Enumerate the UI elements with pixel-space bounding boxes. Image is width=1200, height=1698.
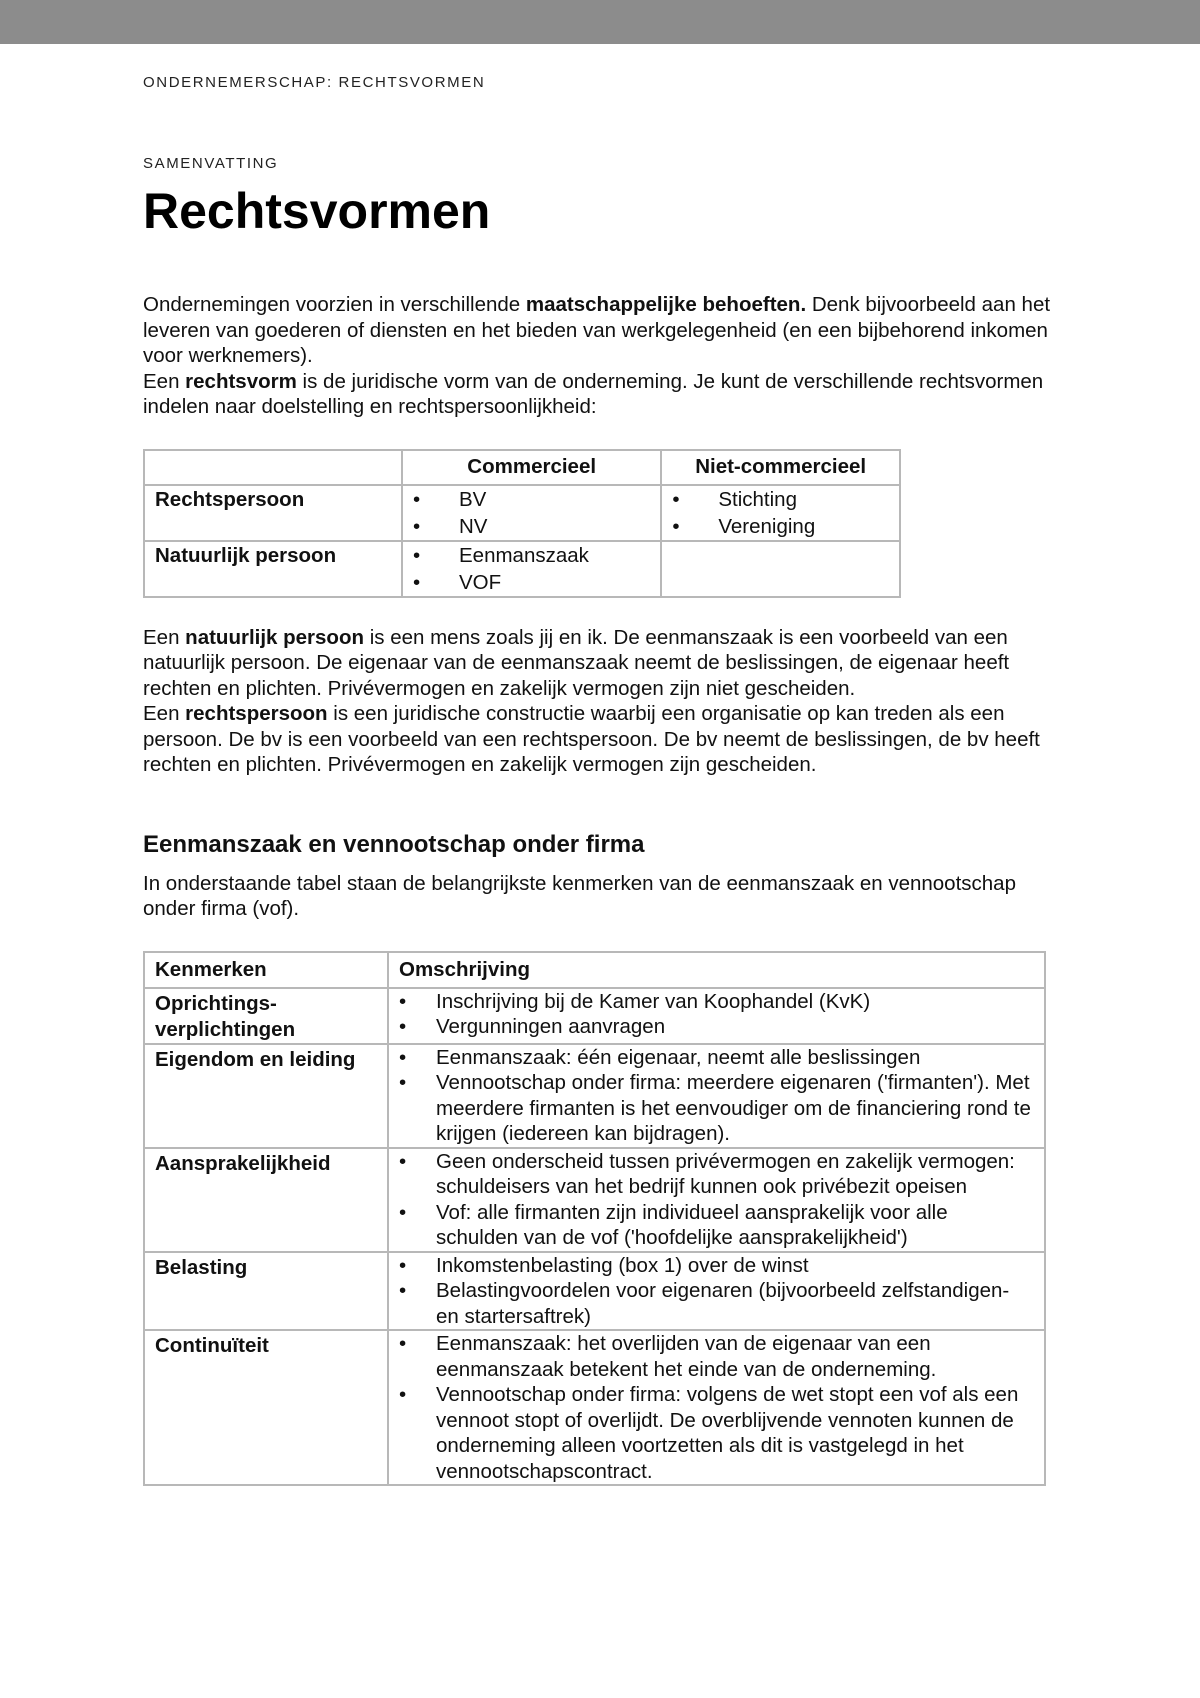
list-item: • Geen onderscheid tussen privévermogen en zakelijk vermogen: schuldeisers van het bedrijf kunnen ook privébezit opeisen [399, 1149, 1034, 1200]
list-item: • Eenmanszaak [413, 542, 660, 569]
table-row [144, 988, 1045, 1044]
commercial-cell [402, 485, 661, 541]
list-item: • Vof: alle firmanten zijn individueel aansprakelijk voor alle schulden van de vof ('hoofdelijke aansprakelijkheid') [399, 1200, 1034, 1251]
table-header-commercial: Commercieel [402, 450, 661, 485]
commercial-cell [402, 541, 661, 597]
table-header-row [144, 450, 900, 485]
row-label: Belasting [144, 1252, 388, 1331]
kicker: SAMENVATTING [143, 154, 279, 172]
row-label: Oprichtings-verplichtingen [144, 988, 388, 1044]
description-cell [388, 1252, 1045, 1331]
table-header-empty [144, 450, 402, 485]
table-row [144, 485, 900, 541]
list-item: • Belastingvoordelen voor eigenaren (bijvoorbeeld zelfstandigen- en startersaftrek) [399, 1278, 1034, 1329]
list-item: • Vereniging [672, 513, 899, 540]
list-item: • Vennootschap onder firma: meerdere eigenaren ('firmanten'). Met meerdere firmanten is het eenvoudiger om de financiering rond te krijgen (iedereen kan bijdragen). [399, 1070, 1034, 1147]
table-header-noncommercial: Niet-commercieel [661, 450, 900, 485]
table-header-characteristics: Kenmerken [144, 952, 388, 988]
section-heading: Eenmanszaak en vennootschap onder firma [143, 830, 645, 858]
row-label: Continuïteit [144, 1330, 388, 1485]
table-row [144, 1044, 1045, 1148]
section-intro: In onderstaande tabel staan de belangrijkste kenmerken van de eenmanszaak en vennootschap onder firma (vof). [143, 871, 1016, 920]
page-title: Rechtsvormen [143, 183, 491, 239]
list-item: • Inschrijving bij de Kamer van Koophandel (KvK) [399, 989, 1034, 1015]
list-item: • Vergunningen aanvragen [399, 1014, 1034, 1040]
table-header-row [144, 952, 1045, 988]
document-page [143, 70, 1058, 1486]
noncommercial-cell [661, 485, 900, 541]
top-bar [0, 0, 1200, 44]
list-item: • NV [413, 513, 660, 540]
row-label: Eigendom en leiding [144, 1044, 388, 1148]
noncommercial-cell [661, 541, 900, 597]
list-item: • BV [413, 486, 660, 513]
legal-forms-table [143, 449, 901, 598]
description-cell [388, 1044, 1045, 1148]
list-item: • Inkomstenbelasting (box 1) over de winst [399, 1253, 1034, 1279]
description-cell [388, 988, 1045, 1044]
legal-person-paragraph: Een rechtspersoon is een juridische constructie waarbij een organisatie op kan treden als een persoon. De bv is een voorbeeld van een rechtspersoon. De bv neemt de beslissingen, de bv heeft rechten en plichten. Privévermogen en zakelijk vermogen zijn gescheiden. [143, 702, 1040, 776]
description-cell [388, 1148, 1045, 1252]
natural-person-paragraph: Een natuurlijk persoon is een mens zoals jij en ik. De eenmanszaak is een voorbeeld van een natuurlijk persoon. De eigenaar van de eenmanszaak neemt de beslissingen, de eigenaar heeft rechten en plichten. Privévermogen en zakelijk vermogen zijn niet gescheiden. [143, 625, 1010, 700]
list-item: • Vennootschap onder firma: volgens de wet stopt een vof als een vennoot stopt of overlijdt. De overblijvende vennoten kunnen de onderneming alleen voortzetten als dit is vastgelegd in het vennootschapscontract. [399, 1382, 1034, 1484]
table-row [144, 1148, 1045, 1252]
list-item: • Stichting [672, 486, 899, 513]
characteristics-table [143, 951, 1046, 1487]
list-item: • Eenmanszaak: het overlijden van de eigenaar van een eenmanszaak betekent het einde van de onderneming. [399, 1331, 1034, 1382]
intro-paragraph-1: Ondernemingen voorzien in verschillende maatschappelijke behoeften. Denk bijvoorbeeld aan het leveren van goederen of diensten en het bieden van werkgelegenheid (en een bijbehorend inkomen voor werknemers). [143, 293, 1051, 367]
intro-paragraph-2: Een rechtsvorm is de juridische vorm van de onderneming. Je kunt de verschillende rechtsvormen indelen naar doelstelling en rechtspersoonlijkheid: [143, 369, 1044, 418]
row-label: Aansprakelijkheid [144, 1148, 388, 1252]
list-item: • VOF [413, 569, 660, 596]
description-cell [388, 1330, 1045, 1485]
table-row [144, 1330, 1045, 1485]
row-label: Natuurlijk persoon [144, 541, 402, 597]
table-header-description: Omschrijving [388, 952, 1045, 988]
row-label: Rechtspersoon [144, 485, 402, 541]
list-item: • Eenmanszaak: één eigenaar, neemt alle beslissingen [399, 1045, 1034, 1071]
table-row [144, 1252, 1045, 1331]
running-header: ONDERNEMERSCHAP: RECHTSVORMEN [143, 74, 486, 91]
table-row [144, 541, 900, 597]
